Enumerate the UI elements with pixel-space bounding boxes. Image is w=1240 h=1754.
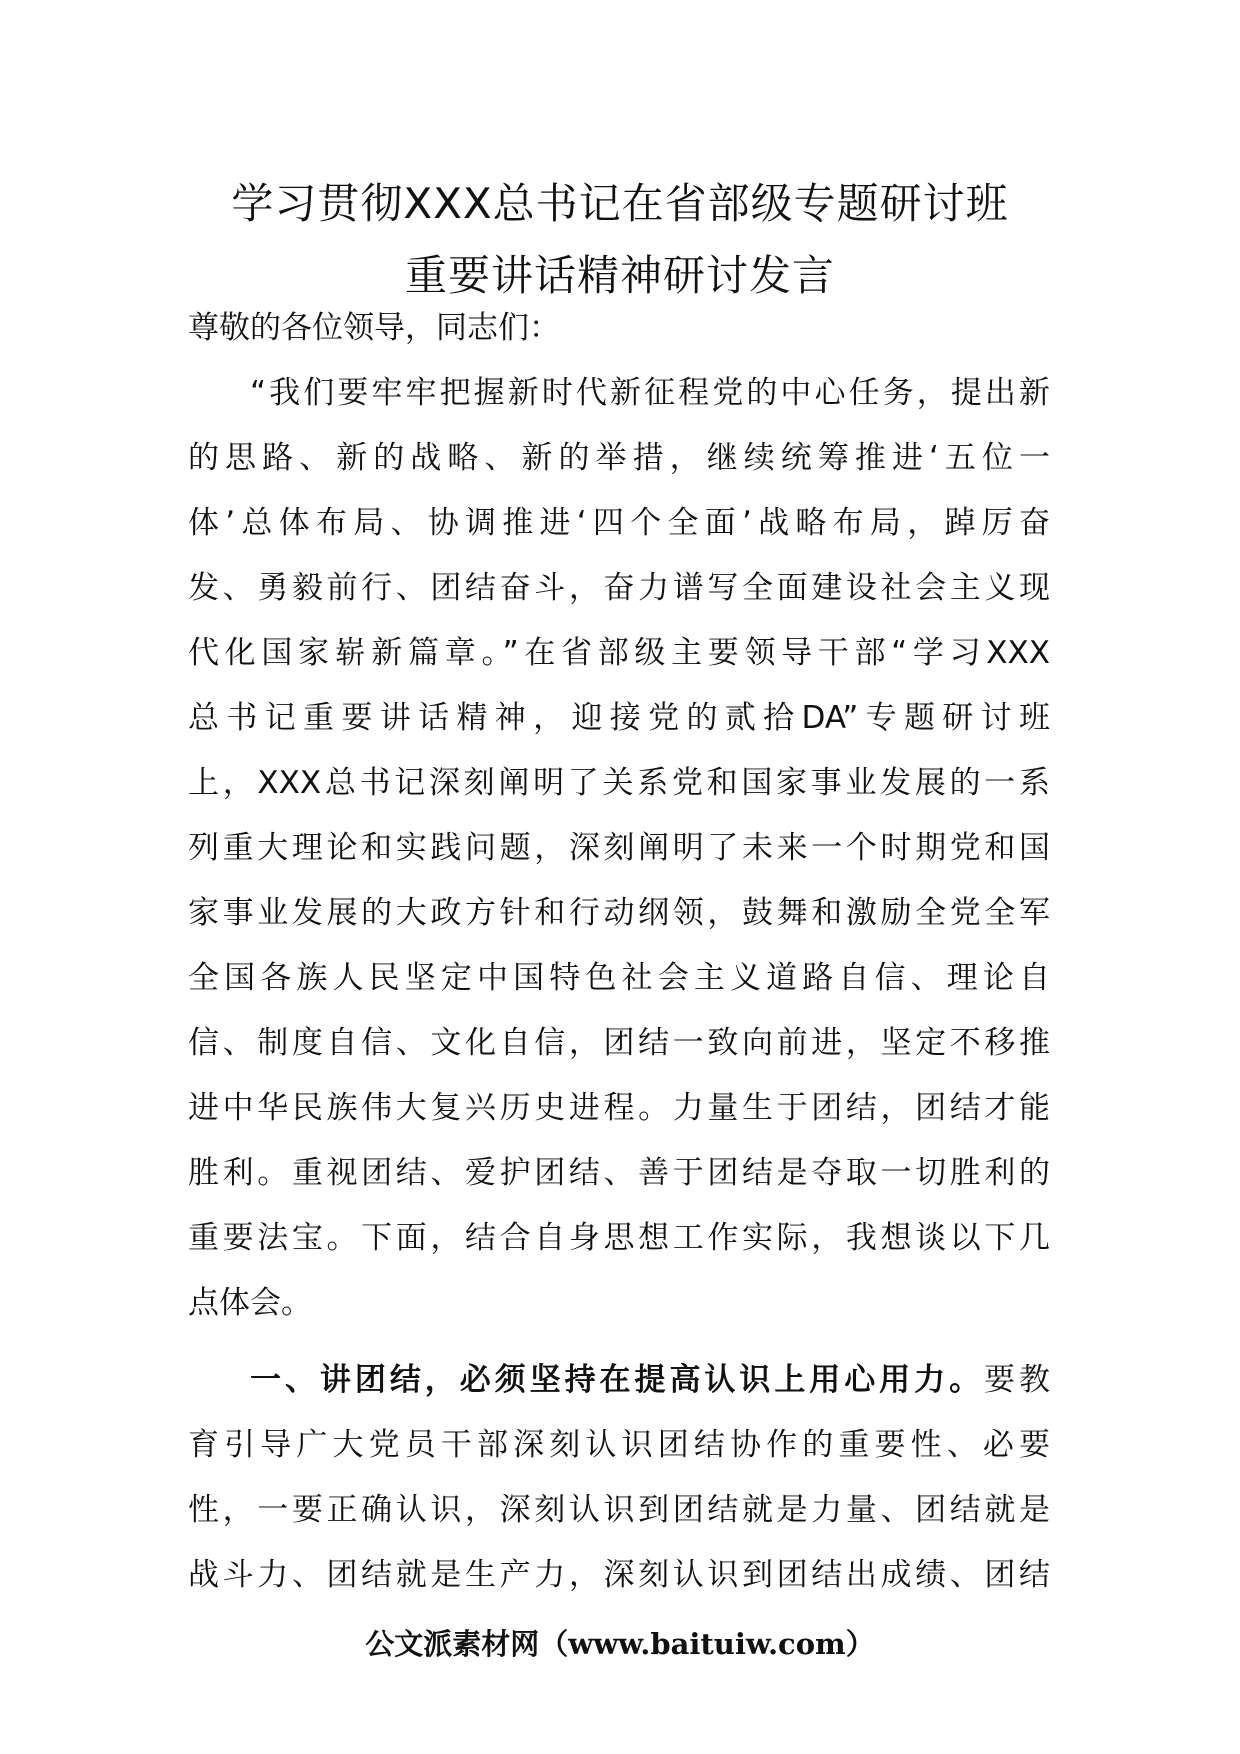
paragraph-line: “我们要牢牢把握新时代新征程党的中心任务，提出新: [250, 375, 1050, 411]
paragraph-line: 体’总体布局、协调推进‘四个全面’战略布局，踔厉奋: [188, 505, 1050, 541]
paragraph-line: 总书记重要讲话精神，迎接党的贰拾DA”专题研讨班: [188, 700, 1050, 736]
paragraph-line: 育引导广大党员干部深刻认识团结协作的重要性、必要: [188, 1427, 1050, 1463]
salutation: 尊敬的各位领导，同志们：: [188, 310, 560, 346]
paragraph-line: 代化国家崭新篇章。”在省部级主要领导干部“学习XXX: [188, 635, 1050, 671]
paragraph-line: 重要法宝。下面，结合自身思想工作实际，我想谈以下几: [188, 1220, 1050, 1256]
paragraph-line: 战斗力、团结就是生产力，深刻认识到团结出成绩、团结: [188, 1557, 1050, 1593]
paragraph-line: 家事业发展的大政方针和行动纲领，鼓舞和激励全党全军: [188, 895, 1050, 931]
section-1-first-line: [188, 1348, 1050, 1413]
paragraph-line: 发、勇毅前行、团结奋斗，奋力谱写全面建设社会主义现: [188, 570, 1050, 606]
paragraph-line: 全国各族人民坚定中国特色社会主义道路自信、理论自: [188, 960, 1050, 996]
footer-watermark-text: 公文派素材网（www.baituiw.com）: [365, 1627, 875, 1661]
paragraph-line: 胜利。重视团结、爱护团结、善于团结是夺取一切胜利的: [188, 1155, 1050, 1191]
document-title: [170, 168, 1070, 312]
section-1: [188, 1348, 1050, 1608]
paragraph-1: [188, 361, 1050, 1336]
paragraph-line: 上，XXX总书记深刻阐明了关系党和国家事业发展的一系: [188, 765, 1050, 801]
paragraph-line: 列重大理论和实践问题，深刻阐明了未来一个时期党和国: [188, 830, 1050, 866]
section-1-first-line-rest: 要教: [984, 1362, 1051, 1398]
document-body: [188, 296, 1050, 1608]
paragraph-spacer: [188, 1336, 1050, 1348]
title-line-2: 重要讲话精神研讨发言: [404, 251, 835, 300]
paragraph-line: 性，一要正确认识，深刻认识到团结就是力量、团结就是: [188, 1492, 1050, 1528]
paragraph-line: 信、制度自信、文化自信，团结一致向前进，坚定不移推: [188, 1025, 1050, 1061]
paragraph-line: 点体会。: [188, 1285, 312, 1321]
paragraph-line: 进中华民族伟大复兴历史进程。力量生于团结，团结才能: [188, 1090, 1050, 1126]
section-1-heading: 一、讲团结，必须坚持在提高认识上用心用力。: [250, 1362, 985, 1398]
title-line-1: 学习贯彻XXX总书记在省部级专题研讨班: [231, 179, 1009, 228]
paragraph-line: 的思路、新的战略、新的举措，继续统筹推进‘五位一: [188, 440, 1050, 476]
